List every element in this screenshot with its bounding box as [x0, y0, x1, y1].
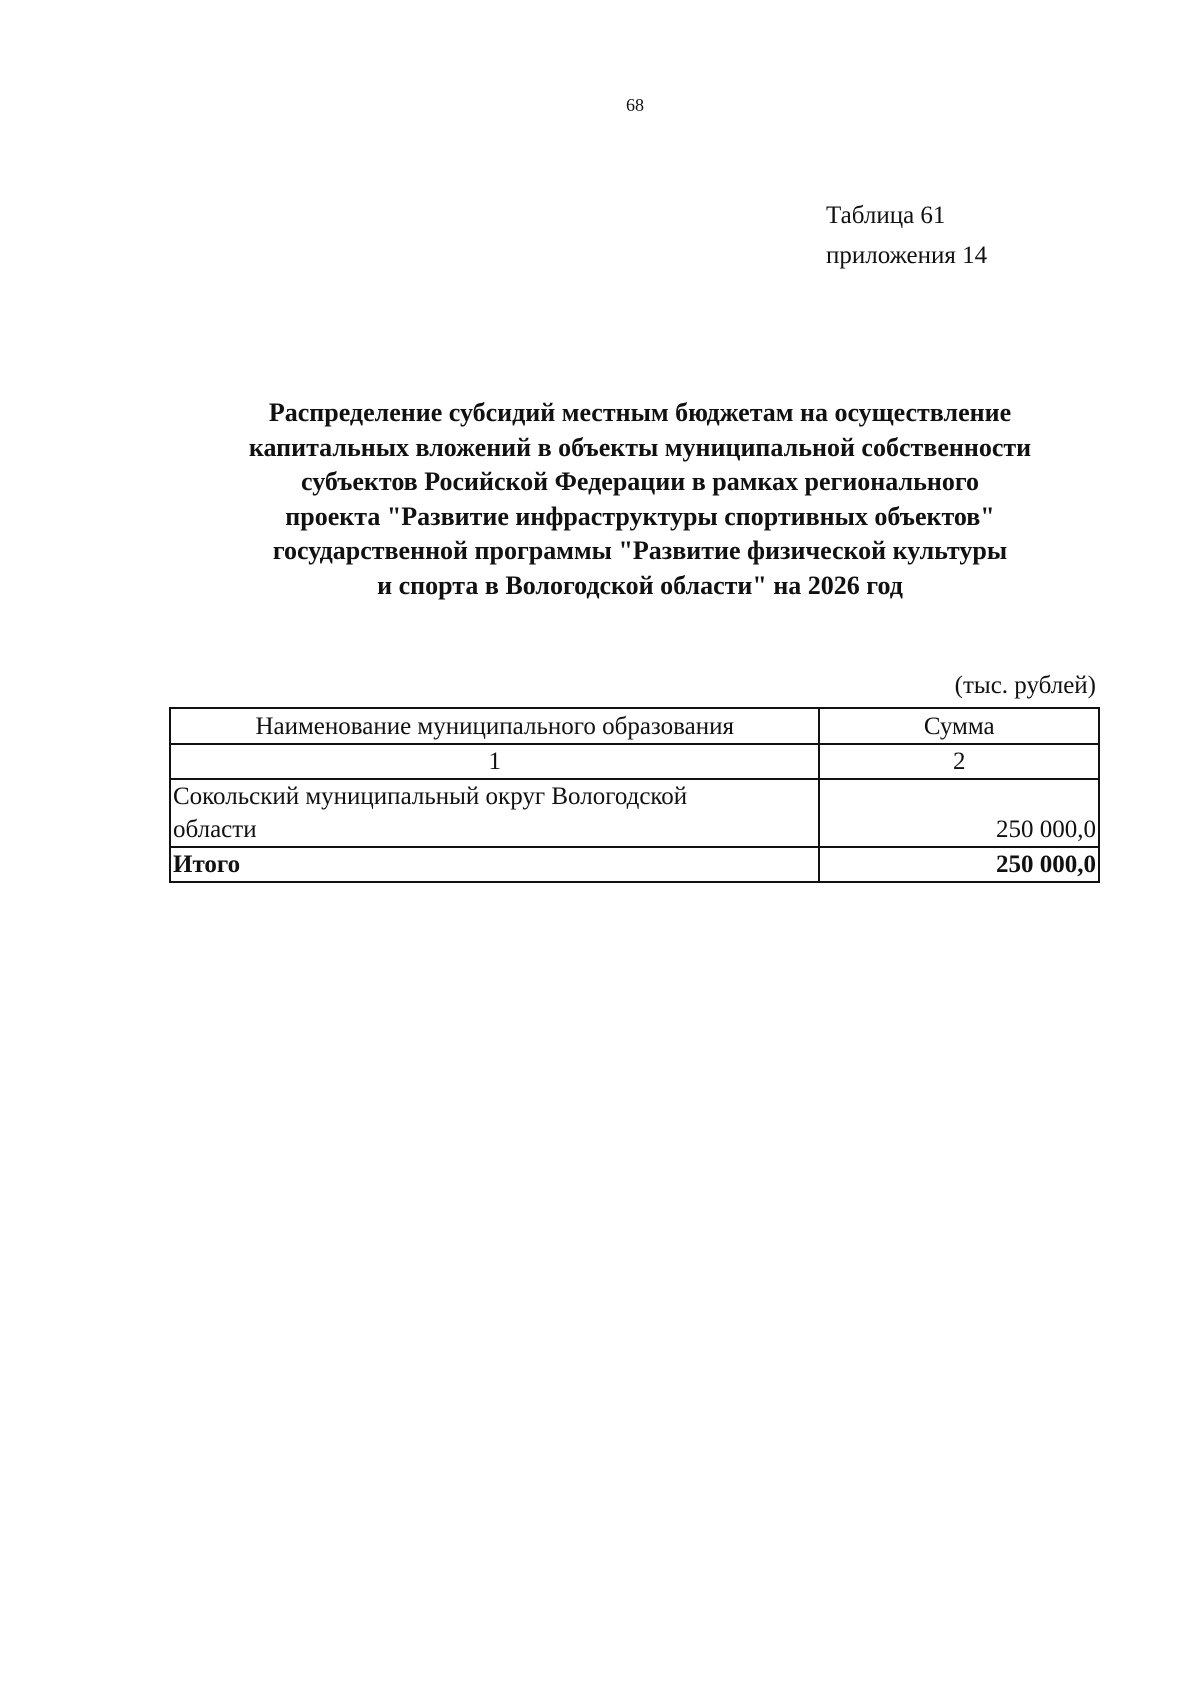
municipality-name-cell — [170, 779, 819, 847]
table-reference — [826, 196, 987, 276]
title-line: проекта "Развитие инфраструктуры спортивных объектов" — [285, 501, 995, 531]
total-sum: 250 000,0 — [819, 847, 1099, 882]
header-municipality: Наименование муниципального образования — [170, 708, 819, 744]
title-line: и спорта в Вологодской области" на 2026 год — [377, 570, 903, 600]
title-line: субъектов Росийской Федерации в рамках регионального — [301, 467, 979, 497]
column-number-1: 1 — [170, 744, 819, 779]
total-label: Итого — [170, 847, 819, 882]
page-number: 68 — [626, 95, 644, 115]
title-line: Распределение субсидий местным бюджетам на осуществление — [268, 398, 1012, 427]
title-line: капитальных вложений в объекты муниципальной собственности — [248, 432, 1032, 462]
total-row — [170, 847, 1099, 882]
table-number: Таблица 61 — [826, 202, 946, 229]
subsidy-table — [169, 707, 1100, 883]
title-line: государственной программы "Развитие физической культуры — [272, 536, 1008, 566]
column-number-2: 2 — [819, 744, 1099, 779]
header-sum: Сумма — [819, 708, 1099, 744]
units-label: (тыс. рублей) — [954, 672, 1096, 699]
municipality-name-line: области — [173, 816, 257, 843]
municipality-name-line: Сокольский муниципальный округ Вологодской — [173, 783, 688, 810]
column-number-row — [170, 744, 1099, 779]
table-header-row — [170, 708, 1099, 744]
appendix-number: приложения 14 — [826, 242, 988, 269]
table-row — [170, 779, 1099, 847]
document-title — [150, 396, 1130, 604]
sum-cell: 250 000,0 — [819, 779, 1099, 847]
